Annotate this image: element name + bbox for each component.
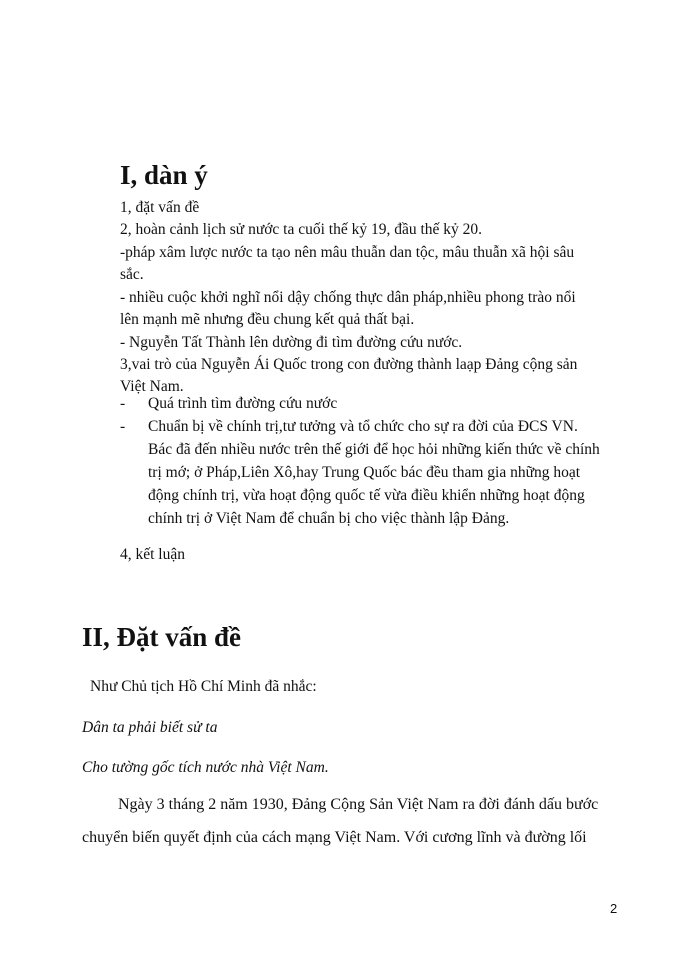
outline-bullet-list: [120, 392, 640, 530]
quote-line-2: Cho tường gốc tích nước nhà Việt Nam.: [82, 759, 329, 776]
section2-heading: II, Đặt vấn đề: [82, 622, 242, 652]
outline-sub2-line2: lên mạnh mẽ nhưng đều chung kết quả thất bại.: [120, 311, 415, 328]
outline-item-3-line2: Việt Nam.: [120, 378, 184, 395]
bullet-item: [120, 392, 640, 415]
bullet-line: chính trị ở Việt Nam để chuẩn bị cho việc thành lập Đảng.: [148, 510, 510, 527]
paragraph-line-2: chuyển biến quyết định của cách mạng Việt Nam. Với cương lĩnh và đường lối: [82, 829, 587, 846]
bullet-line: Bác đã đến nhiều nước trên thế giới để học hỏi những kiến thức về chính: [148, 441, 600, 458]
section2-intro: Như Chủ tịch Hồ Chí Minh đã nhắc:: [90, 678, 317, 695]
bullet-dash: -: [120, 418, 126, 435]
outline-item-3-line1: 3,vai trò của Nguyễn Ái Quốc trong con đường thành laạp Đảng cộng sản: [120, 356, 578, 373]
outline-item-1: 1, đặt vấn đề: [120, 199, 200, 216]
outline-heading: I, dàn ý: [120, 160, 208, 190]
bullet-line: Quá trình tìm đường cứu nước: [148, 395, 338, 412]
outline-sub1-line2: sắc.: [120, 266, 144, 283]
bullet-dash: -: [120, 395, 126, 412]
outline-sub3: - Nguyễn Tất Thành lên dường đi tìm đường cứu nước.: [120, 334, 463, 351]
bullet-item: [120, 415, 640, 530]
bullet-line: động chính trị, vừa hoạt động quốc tế vừa điều khiển những hoạt động: [148, 487, 585, 504]
bullet-line: trị mớ; ở Pháp,Liên Xô,hay Trung Quốc bác đều tham gia những hoạt: [148, 464, 581, 481]
paragraph-line-1: Ngày 3 tháng 2 năm 1930, Đảng Cộng Sản Việt Nam ra đời đánh dấu bước: [118, 796, 599, 813]
quote-line-1: Dân ta phải biết sử ta: [82, 719, 218, 736]
outline-sub2-line1: - nhiều cuộc khởi nghĩ nổi dậy chống thực dân pháp,nhiều phong trào nổi: [120, 289, 576, 306]
page-number: 2: [610, 901, 618, 916]
outline-item-4: 4, kết luận: [120, 546, 185, 563]
bullet-line: Chuẩn bị về chính trị,tư tưởng và tổ chức cho sự ra đời của ĐCS VN.: [148, 418, 578, 435]
outline-item-2: 2, hoàn cảnh lịch sử nước ta cuối thế kỷ 19, đầu thế kỷ 20.: [120, 221, 483, 238]
outline-sub1-line1: -pháp xâm lược nước ta tạo nên mâu thuẫn dan tộc, mâu thuẫn xã hội sâu: [120, 244, 575, 261]
